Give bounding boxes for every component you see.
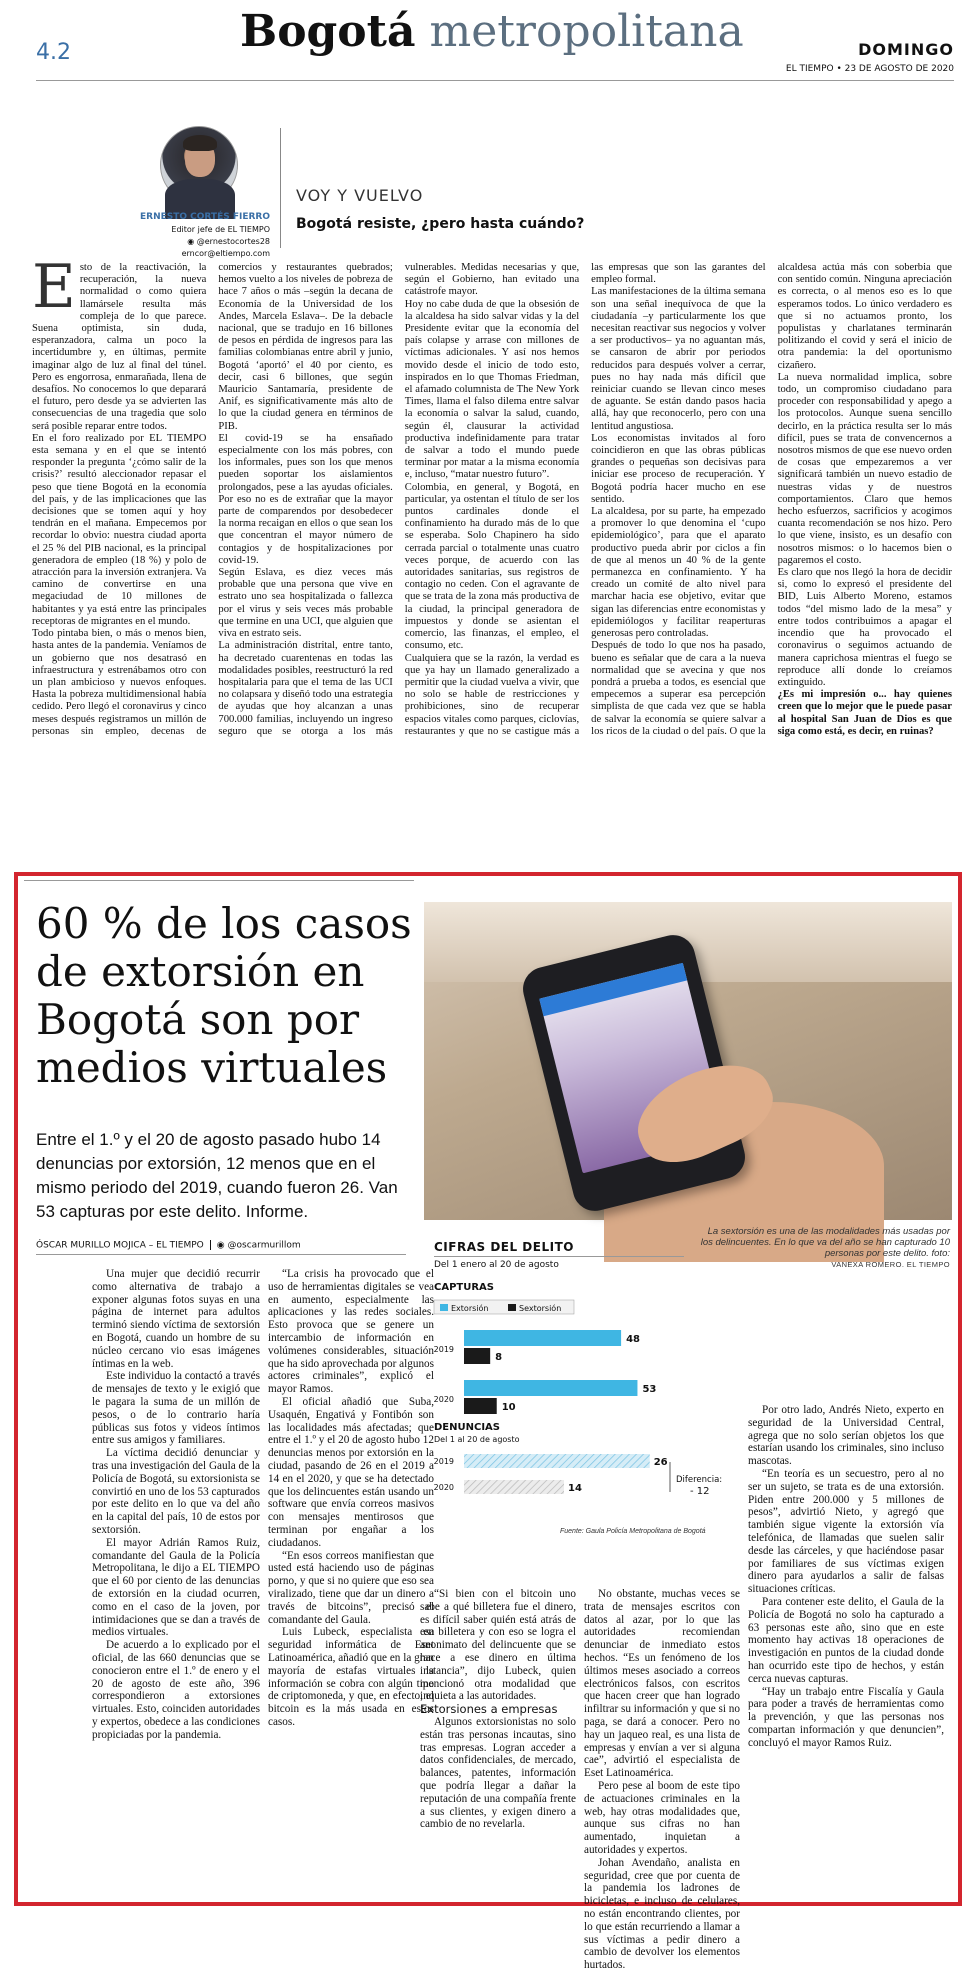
article-paragraph: Algunos extorsionistas no solo están tras personas incautas, sino tras empresas. Logran acceder a datos confidenciales, de mercado, balances, patentes, información que podría llegar a dañar la reputación de una compañía frente a sus clientes, y exigen dinero a cambio de no revelarla. xyxy=(420,1715,576,1831)
column-author xyxy=(100,120,270,260)
column-paragraph: Los economistas invitados al foro coincidieron en que las obras públicas grandes o pequeñas son decisivas para iniciar ese proceso de recuperación. Y Bogotá podría hacer mucho en ese sentido. xyxy=(591,432,766,505)
article-paragraph: Pero pese al boom de este tipo de actuaciones criminales en la web, hay otras modalidades que, aunque sus cifras no han aumentado, inquietan a autoridades y expertos. xyxy=(584,1779,740,1856)
captures-value-label: 48 xyxy=(626,1334,641,1345)
difference-value: - 12 xyxy=(690,1486,710,1497)
edition-date: EL TIEMPO • 23 DE AGOSTO DE 2020 xyxy=(785,64,954,74)
chart-source: Fuente: Gaula Policía Metropolitana de Bogotá xyxy=(560,1528,706,1535)
captures-bar-extortion xyxy=(464,1380,637,1396)
section-title-bold: Bogotá xyxy=(240,6,416,57)
article-subhead: Extorsiones a empresas xyxy=(420,1702,558,1717)
article-paragraph: “La crisis ha provocado que el uso de herramientas digitales se vea en aumento, especialmente las aplicaciones y las redes sociales. Esto provoca que se genere un intercambio de información en volúmenes considerables, situación que ha sido aprovechada por algunos actores criminales”, explicó el mayor Ramos. xyxy=(268,1268,434,1396)
complaints-section-title: DENUNCIAS xyxy=(434,1422,500,1433)
avatar xyxy=(160,126,238,204)
captures-section-title: CAPTURAS xyxy=(434,1282,494,1293)
column-paragraph: ¿Es mi impresión o... hay quienes creen que lo mejor que le puede pasar al hospital San Juan de Dios es que siga como está, es decir, en ruinas? xyxy=(777,689,952,737)
complaints-bar xyxy=(464,1454,650,1468)
complaints-year-label: 2019 xyxy=(433,1457,454,1466)
article-paragraph: “En teoría es un secuestro, pero al no ser un sujeto, se trata es de una extorsión. Piden entre 200.000 y 5 millones de pesos”, advirtió Nieto, y agregó que también sigue vigente la extorsión vía telefónica, de llamadas que suelen salir desde las cárceles, y que haciéndose pasar por familiares de sus víctimas exigen dinero para ayudarlos a salir de falsas situaciones críticas. xyxy=(748,1467,944,1596)
article-paragraph: De acuerdo a lo explicado por el oficial, de las 660 denuncias que se conocieron entre el 1.º de enero y el 20 de agosto de este año, 396 correspondieron a extorsiones virtuales. Esto, coinciden autoridades y expertos, obedece a las condiciones propiciadas por la pandemia. xyxy=(92,1639,260,1741)
drop-cap: E xyxy=(32,252,76,322)
column-paragraph: Después de todo lo que nos ha pasado, bueno es señalar que de cara a la nueva normalidad que se avecina y que nos pondrá a prueba a todos, es esencial que empecemos a superar esa percepción simplista de que cada vez que se habla de salvar la economía se quiere salvar a los ricos de la ciudad o del país. O que la alcaldesa actúa más con soberbia que con sentido común. Ninguna apreciación es correcta, o al menos eso es lo que esperamos todos. Lo único verdadero es que si no actuamos pronto, los populistas y charlatanes terminarán politizando el covid y será el inicio de otra pandemia: la del oportunismo cizañero. xyxy=(591,262,952,737)
article-column-5 xyxy=(748,1404,944,1900)
crime-figures-chart xyxy=(424,1270,724,1530)
article-byline xyxy=(36,1240,301,1251)
article-paragraph: Una mujer que decidió recurrir como alternativa de trabajo a exponer algunas fotos suyas en una página de internet para adultos terminó siendo víctima de sextorsión en Bogotá, cuando un hombre de su núcleo cercano vio esas imágenes íntimas en la web. xyxy=(92,1268,260,1370)
column-paragraph: Es claro que nos llegó la hora de decidir si, como lo expresó el presidente del BID, Luis Alberto Moreno, estamos todos “del mismo lado de la mesa” y entre todos contribuimos a apagar el incendio que ha provocado el coronavirus o seguimos actuando de manera caprichosa mientras el fuego se reproduce allí donde lo creíamos extinguido. xyxy=(777,567,952,688)
author-role: Editor jefe de EL TIEMPO xyxy=(171,225,270,234)
column-paragraph: El covid-19 se ha ensañado especialmente con los más pobres, con los informales, pues son los que menos pueden soportar los aislamientos prolongados, pese a las ayudas oficiales. Por eso no es de extrañar que la mayor parte de comparendos por desobedecer la norma recaigan en ellos o que sean los que concentran el mayor número de contagios y de hospitalizaciones por covid-19. xyxy=(218,432,393,566)
captures-value-label: 8 xyxy=(495,1352,503,1363)
column-headline: Bogotá resiste, ¿pero hasta cuándo? xyxy=(296,216,585,232)
column-paragraph: Cualquiera que se la razón, la verdad es que ya hay un llamado generalizado a permitir que la ciudad vuelva a vivir, que no solo se hable de restricciones y prohibiciones, sino de recuperar espacios vitales como parques, ciclovías, restaurantes y que no se castigue más a las empresas que son las garantes del empleo formal. xyxy=(404,262,766,737)
article-paragraph: Este individuo la contactó a través de mensajes de texto y le exigió que le pagara la suma de un millón de pesos, o de lo contrario haría públicas sus fotos y videos íntimos entre sus amigos y familiares. xyxy=(92,1370,260,1447)
column-paragraph: Esto de la reactivación, la recuperación, la nueva normalidad o como quiera llamársele resulta más compleja de lo que parece. Suena optimista, sin duda, esperanzadora, calma un poco la incertidumbre y, en últimas, permite imaginar algo de luz al final del túnel. Pero es engorrosa, enmarañada, llena de desafíos. No conocemos lo que deparará el futuro, pero desde ya se advierten las consecuencias de una tragedia que solo será posible reparar entre todos. xyxy=(32,252,207,432)
complaints-subtitle: Del 1 al 20 de agosto xyxy=(434,1435,520,1444)
article-paragraph: La víctima decidió denunciar y tras una investigación del Gaula de la Policía de Bogotá, su extorsionista se convirtió en uno de los 53 capturados por este delito en lo que va del año en la capital del país, 10 de estos por sextorsión. xyxy=(92,1447,260,1536)
article-paragraph: Para contener este delito, el Gaula de la Policía de Bogotá no solo ha capturado a 63 personas este año, sino que en este momento hay activas 18 operaciones de investigación en puntos de la ciudad donde han ocurrido este tipo de hechos, y están cerca nuevas capturas. xyxy=(748,1595,944,1685)
captures-bar-extortion xyxy=(464,1330,621,1346)
legend-label-extortion: Extorsión xyxy=(451,1304,489,1313)
article-paragraph: No obstante, muchas veces se trata de mensajes escritos con datos al azar, por lo que las autoridades recomiendan denunciar de inmediato estos hechos. “Es un fenómeno de los últimos meses asociado a correos electrónicos falsos, con escritos que hacen creer que han logrado infiltrar su información y que si no paga, se dará a conocer. Pero no hay un jaqueo real, es una lista de empresas y envían a ver si alguna cae”, advirtió el especialista de Eset Latinoamérica. xyxy=(584,1588,740,1780)
article-paragraph: Johan Avendaño, analista en seguridad, cree que por cuenta de la pandemia los ladrones de bicicletas, e incluso de celulares, no están encontrando clientes, por lo que están recurriendo a llamar a sus víctimas a pedir dinero a cambio de devolver los elementos hurtados. xyxy=(584,1856,740,1972)
complaints-bars xyxy=(434,1454,670,1494)
legend-label-sextortion: Sextorsión xyxy=(519,1304,562,1313)
header-divider xyxy=(36,80,954,81)
chart-subtitle: Del 1 enero al 20 de agosto xyxy=(434,1260,559,1270)
captures-year-label: 2020 xyxy=(433,1395,454,1404)
article-paragraph: Por otro lado, Andrés Nieto, experto en seguridad de la Universidad Central, agrega que no solo serían objetos los que estarían usando los criminales, sino incluso mascotas. xyxy=(748,1404,944,1468)
byline-author: ÓSCAR MURILLO MOJICA – EL TIEMPO xyxy=(36,1240,204,1251)
column-kicker: VOY Y VUELVO xyxy=(296,186,424,205)
photo-caption xyxy=(700,1226,950,1270)
photo-credit: VANEXA ROMERO. EL TIEMPO xyxy=(831,1260,950,1269)
complaints-year-label: 2020 xyxy=(433,1483,454,1492)
article-paragraph: Luis Lubeck, especialista en seguridad informática de Eset Latinoamérica, añadió que en la gran mayoría de estafas virtuales la información se cobra con algún tipo de criptomoneda, y que, en efecto, el bitcoin es la más usada en estos casos. xyxy=(268,1626,434,1728)
article-paragraph: “Hay un trabajo entre Fiscalía y Gaula para poder a través de herramientas como la prevención, y que las personas nos compartan información y que denuncien”, concluyó el mayor Ramos Ruiz. xyxy=(748,1685,944,1749)
article-column-4 xyxy=(584,1588,740,1972)
column-paragraph: Según Eslava, es diez veces más probable que una persona que vive en estrato uno sea hospitalizada o fallezca por el virus y seis veces más probable que termine en una UCI, que alguien que viva en estrato seis. xyxy=(218,567,393,640)
column-paragraph: Hoy no cabe duda de que la obsesión de la alcaldesa ha sido salvar vidas y la del Presidente evitar que la economía del país colapse y arrase con millones de víctimas adicionales. Y así nos hemos movido desde el inicio de todo esto, inspirados en lo que Thomas Friedman, el afamado columnista de The New York Times, llama el falso dilema entre salvar la economía o salvar la salud, cuando, según él, clausurar la actividad productiva indefinidamente para tratar de salvar a todo el mundo puede terminar por matar a la misma economía e, incluso, “matar nuestro futuro”. xyxy=(404,298,580,481)
captures-year-label: 2019 xyxy=(433,1345,454,1354)
article-paragraph: El mayor Adrián Ramos Ruiz, comandante del Gaula de la Policía Metropolitana, le dijo a EL TIEMPO que el 60 por ciento de las denuncias de extorsión en la ciudad ocurren, como en el caso de la joven, por intimidaciones que se dan a través de medios virtuales. xyxy=(92,1536,260,1639)
article-column-2 xyxy=(268,1268,434,1900)
column-paragraph: Colombia, en general, y Bogotá, en particular, ya ostentan el título de ser los puntos cardinales donde el confinamiento ha durado más de lo que se esperaba. Solo Chapinero ha sido cerrada parcial o totalmente unas cuatro veces porque, de acuerdo con las autoridades sanitarias, sus registros de contagio no ceden. Con el agravante de que se trata de la zona más productiva de la ciudad, la principal generadora de impuestos y donde se asientan el comercio, las finanzas, el empleo, el consumo, etc. xyxy=(404,481,580,652)
column-paragraph: La nueva normalidad implica, sobre todo, un compromiso ciudadano para proceder con responsabilidad y apego a los protocolos. Aunque suena sencillo decirlo, en la práctica resulta ser lo más difícil, pues se trata de convencernos a nosotros mismos de que ese nuevo orden de cosas que empezaremos a ver significará también un nuevo estadio de nuestras vidas y de nuestros comportamientos. Claro que hemos hecho esfuerzos, sacrificios y acogimos cuanta recomendación se nos hizo. Pero lo que viene, insisto, es un desafío con nosotros mismos: o lo hacemos bien o pagaremos el costo. xyxy=(777,371,952,566)
column-paragraph: Todo pintaba bien, o más o menos bien, hasta antes de la pandemia. Veníamos de un gobierno que nos desatrasó en infraestructura y estrenábamos otro con un plan ambicioso y nuevos enfoques. Hasta la pobreza multidimensional había cedido. Pero llegó el coronavirus y cinco meses después registramos un millón de personas sin empleo, decenas de comercios y restaurantes quebrados; hemos vuelto a los niveles de pobreza de hace 7 años o más –según la decana de Economía de la Universidad de los Andes, Marcela Eslava–. De la debacle nacional, que se tradujo en 16 billones de pesos en pérdida de ingresos para las familias colombianas entre abril y junio, Bogotá ‘aportó’ el 40 por ciento, es decir, casi 6 billones, que según Mauricio Santamaría, presidente de Anif, es significativamente más alto de lo que la ciudad genera en términos de PIB. xyxy=(32,262,393,737)
byline-social: @oscarmurillom xyxy=(227,1240,301,1251)
edition-day: DOMINGO xyxy=(858,40,954,59)
author-email[interactable]: erncor@eltiempo.com xyxy=(181,249,270,258)
chart-title: CIFRAS DEL DELITO xyxy=(434,1240,574,1254)
article-column-3 xyxy=(420,1588,576,1900)
complaints-value-label: 26 xyxy=(653,1457,668,1468)
chart-legend xyxy=(434,1300,574,1314)
author-social xyxy=(187,237,270,246)
article-top-rule xyxy=(24,880,414,881)
column-paragraph: La alcaldesa, por su parte, ha empezado a promover lo que denomina el ‘cupo epidemiológico’, para que el aparato productivo pueda abrir por ciclos a fin de que al menos un 40 % de la gente permanezca en confinamiento. Y ha creado un comité de alto nivel para marchar hacia ese objetivo, evitar que sigan las diferencias entre economistas y epidemiólogos y facilitar reaperturas generosas pero controladas. xyxy=(591,506,766,640)
legend-swatch-extortion xyxy=(440,1304,448,1311)
page-number: 4.2 xyxy=(36,40,71,65)
author-social-handle: @ernestocortes28 xyxy=(196,237,270,246)
article-lead: Entre el 1.º y el 20 de agosto pasado hubo 14 denuncias por extorsión, 12 menos que en el mismo periodo del 2019, cuando fueron 26. Van 53 capturas por este delito. Informe. xyxy=(36,1130,398,1221)
article-photo xyxy=(424,902,952,1220)
captures-bars xyxy=(434,1330,657,1414)
chart-title-rule xyxy=(434,1256,684,1257)
section-title-light: metropolitana xyxy=(429,6,744,57)
column-paragraph: En el foro realizado por EL TIEMPO esta semana y en el que se intentó responder la pregunta ‘¿cómo salir de la crisis?’ resultó aleccionador repasar el peso que tiene Bogotá en la economía del país, y de las implicaciones que las decisiones que se tomen aquí y hoy tendrán en el mañana. Empecemos por recordar lo obvio: nuestra ciudad aporta el 25 % del PIB nacional, es la principal generadora de empleo (18 %) y polo de atracción para la inversión extranjera. Va camino de convertirse en una megaciudad de 10 millones de habitantes y ya está entre las principales receptoras de migrantes en el mundo. xyxy=(32,432,207,627)
legend-swatch-sextortion xyxy=(508,1304,516,1311)
complaints-bar xyxy=(464,1480,564,1494)
column-paragraph: La administración distrital, entre tanto, ha decretado cuarentenas en todas las modalidades posibles, reestructuró la red hospitalaria para que el tema de las UCI no colapsara y diseñó todo una estrategia de ayudas que hoy alcanzan a unas 700.000 familias, incluyendo un ingreso seguro que se otorga a los más vulnerables. Medidas necesarias y que, según el Gobierno, han evitado una catástrofe mayor. xyxy=(218,262,580,737)
captures-bar-sextortion xyxy=(464,1398,497,1414)
difference-label: Diferencia: xyxy=(676,1475,723,1485)
photo-caption-text: La sextorsión es una de las modalidades más usadas por los delincuentes. En lo que va del año se han capturado 10 personas por este delito. foto: xyxy=(700,1226,950,1259)
author-divider xyxy=(280,128,281,248)
captures-value-label: 53 xyxy=(642,1384,657,1395)
column-paragraph: Las manifestaciones de la última semana son una señal inequívoca de que la ciudadanía –y particularmente los que necesitan reactivar sus negocios y volver a ser productivos– ya no aguantan más, se cansaron de abrir por periodos reducidos para después volver a cerrar, pues no hay nada más difícil que reiniciar cuando se llevan cinco meses de aguante. Se están dando pasos hacia allá, hay que reconocerlo, pero con una lentitud angustiosa. xyxy=(591,286,766,432)
section-title xyxy=(240,6,744,58)
author-name: ERNESTO CORTÉS FIERRO xyxy=(139,212,270,222)
masthead xyxy=(0,0,964,86)
twitter-icon: ◉ xyxy=(187,237,195,246)
article-paragraph: “En esos correos manifiestan que usted está haciendo uso de páginas porno, y que si no quiere que eso sea viralizado, tiene que dar un dinero a través de bitcoins”, precisó el comandante del Gaula. xyxy=(268,1549,434,1626)
captures-bar-sextortion xyxy=(464,1348,490,1364)
byline-divider xyxy=(36,1254,406,1255)
article-paragraph: “Si bien con el bitcoin uno sabe a qué billetera fue el dinero, es difícil saber quién está atrás de esa billetera y con eso se logra el anonimato del delincuente que se hace a ese dinero en última instancia”, dijo Lubeck, quien mencionó otra modalidad que inquieta a las autoridades. xyxy=(420,1588,576,1703)
complaints-value-label: 14 xyxy=(568,1483,582,1494)
article-title: 60 % de los casos de extorsión en Bogotá son por medios virtuales xyxy=(36,899,412,1092)
captures-value-label: 10 xyxy=(501,1402,516,1413)
article-column-1 xyxy=(92,1268,260,1900)
twitter-icon: ◉ xyxy=(216,1240,225,1251)
article-paragraph: El oficial añadió que Suba, Usaquén, Engativá y Fontibón son las localidades más afectadas; que entre el 1.º y el 20 de agosto hubo 12 denuncias menos por extorsión en la ciudad, pasando de 26 en el 2019 a 14 en el 2020, y que se ha detectado que los delincuentes están usando un software que envía correos masivos con mensajes mentirosos que terminan por engañar a los ciudadanos. xyxy=(268,1395,434,1549)
